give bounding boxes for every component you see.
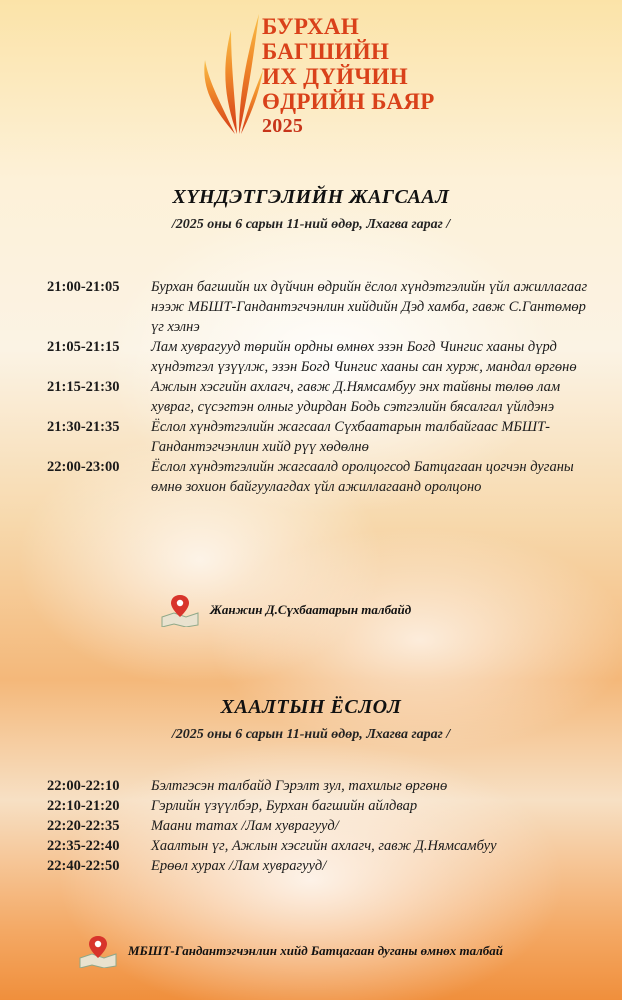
ceremony-title: ХҮНДЭТГЭЛИЙН ЖАГСААЛ [172,186,450,208]
schedule-desc: Ёслол хүндэтгэлийн жагсаалд оролцогсод Батцагаан цогчэн дуганы өмнө зохион байгуулагдах үйл ажиллагаанд оролцоно [151,459,574,495]
schedule-row [47,337,591,377]
schedule-desc: Гэрлийн үзүүлбэр, Бурхан багшийн айлдвар [151,798,418,814]
schedule-desc: Бурхан багшийн их дүйчин өдрийн ёслол хүндэтгэлийн үйл ажиллагааг нээж МБШТ-Гандантэгчэнлин хийдийн Дэд хамба, гавж С.Гантөмөр үг хэлнэ [151,279,588,335]
schedule-time: 22:10-21:20 [47,798,120,814]
schedule-row [47,816,571,836]
flame-logo-icon [195,10,265,138]
schedule-desc: Маани татах /Лам хуврагууд/ [151,818,339,834]
schedule-row [47,417,591,457]
festival-title-line-4: ӨДРИЙН БАЯР [262,89,435,114]
closing-schedule [47,776,571,876]
closing-location [78,934,503,968]
schedule-row [47,457,591,497]
schedule-time: 21:05-21:15 [47,339,120,355]
map-pin-icon [160,593,200,627]
schedule-time: 22:40-22:50 [47,858,120,874]
festival-title-line-1: БУРХАН [262,14,360,39]
schedule-desc: Ёслол хүндэтгэлийн жагсаал Сүхбаатарын талбайгаас МБШТ- Гандантэгчэнлин хийд рүү хөдөлнө [151,419,550,455]
festival-title-line-3: ИХ ДҮЙЧИН [262,64,408,89]
schedule-time: 21:00-21:05 [47,279,120,295]
closing-title: ХААЛТЫН ЁСЛОЛ [220,696,402,718]
location-label: МБШТ-Гандантэгчэнлин хийд Батцагаан дуганы өмнөх талбай [128,943,503,958]
closing-date: /2025 оны 6 сарын 11-ний өдөр, Лхагва гараг / [171,727,451,742]
schedule-row [47,277,591,337]
schedule-row [47,776,571,796]
schedule-time: 22:35-22:40 [47,838,120,854]
schedule-row [47,836,571,856]
schedule-desc: Хаалтын үг, Ажлын хэсгийн ахлагч, гавж Д.Нямсамбуу [151,838,497,854]
festival-year: 2025 [262,115,304,137]
ceremony-schedule [47,277,591,497]
schedule-time: 21:15-21:30 [47,379,120,395]
festival-title-line-2: БАГШИЙН [262,39,390,64]
schedule-time: 22:20-22:35 [47,818,120,834]
schedule-desc: Ерөөл хурах /Лам хуврагууд/ [151,858,327,874]
map-pin-icon [78,934,118,968]
schedule-time: 22:00-22:10 [47,778,120,794]
schedule-row [47,796,571,816]
location-label: Жанжин Д.Сүхбаатарын талбайд [210,602,412,617]
festival-title [262,14,435,138]
ceremony-location [160,593,411,627]
schedule-desc: Бэлтгэсэн талбайд Гэрэлт зул, тахилыг өргөнө [151,778,448,794]
ceremony-date: /2025 оны 6 сарын 11-ний өдөр, Лхагва гараг / [171,217,451,232]
schedule-desc: Лам хуврагууд төрийн ордны өмнөх эзэн Богд Чингис хааны дүрд хүндэтгэл үзүүлж, эзэн Богд Чингис хааны сан хурж, мандал өргөнө [151,339,577,375]
schedule-time: 21:30-21:35 [47,419,120,435]
schedule-row [47,856,571,876]
schedule-row [47,377,591,417]
schedule-desc: Ажлын хэсгийн ахлагч, гавж Д.Нямсамбуу энх тайвны төлөө лам хувраг, сүсэгтэн олныг удирдан Бодь сэтгэлийн бясалгал үйлдэнэ [151,379,561,415]
schedule-time: 22:00-23:00 [47,459,120,475]
